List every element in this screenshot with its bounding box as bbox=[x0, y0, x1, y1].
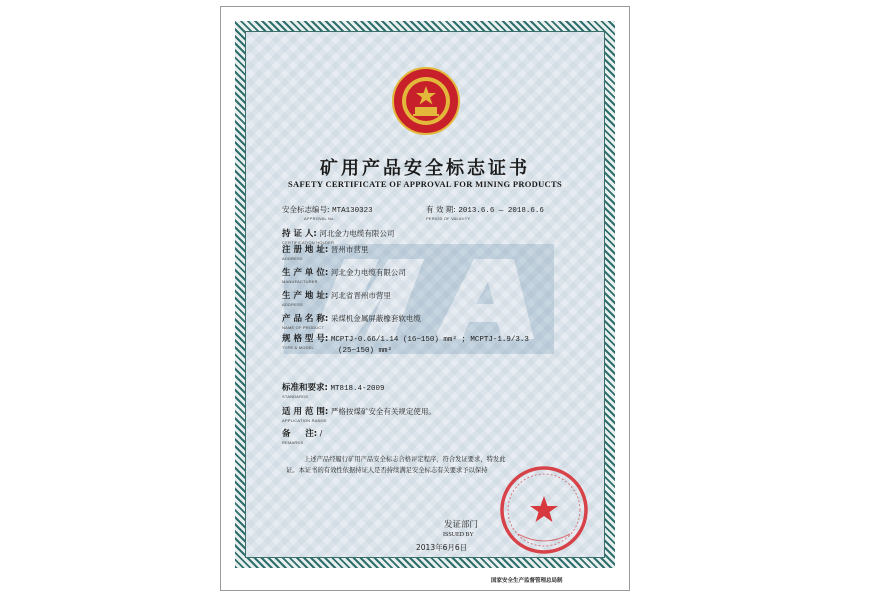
field-label-en: APPLICATION RANGE bbox=[282, 418, 327, 423]
field-label: 标准和要求: bbox=[282, 383, 328, 393]
approval-number-value: MTA130323 bbox=[332, 207, 373, 215]
field-value: 河北省晋州市营里 bbox=[330, 291, 391, 300]
field-value: 晋州市营里 bbox=[330, 245, 369, 254]
certificate-title: 矿用产品安全标志证书 bbox=[320, 158, 530, 179]
issue-date: 2013年6月6日 bbox=[416, 543, 468, 552]
field-label: 生 产 地 址: bbox=[282, 291, 329, 301]
field-label-en: ADDRESS bbox=[282, 256, 303, 261]
field-row-application-range bbox=[282, 408, 436, 417]
field-row-type-model bbox=[282, 335, 529, 345]
approval-number-row bbox=[282, 206, 373, 216]
approval-number-label-en: APPROVAL No. bbox=[304, 216, 335, 221]
field-label-en: NAME OF PRODUCT bbox=[282, 325, 325, 330]
certification-statement-line-1: 上述产品经履行矿用产品安全标志合格评定程序，符合发证要求，特发此 bbox=[304, 456, 506, 463]
issuer-label-en: ISSUED BY bbox=[443, 532, 474, 538]
field-label: 产 品 名 称: bbox=[282, 314, 329, 324]
field-label: 生 产 单 位: bbox=[282, 268, 329, 278]
field-label: 适 用 范 围: bbox=[282, 407, 329, 417]
national-emblem-icon bbox=[391, 66, 461, 136]
field-label: 规 格 型 号: bbox=[282, 334, 329, 344]
field-label: 备 注: bbox=[282, 429, 318, 439]
field-label-en: TYPE & MODEL bbox=[282, 345, 314, 350]
validity-value: 2013.6.6 — 2018.6.6 bbox=[458, 207, 544, 215]
approval-number-label: 安全标志编号: bbox=[282, 205, 330, 214]
field-label-en: STANDARDS bbox=[282, 394, 309, 399]
field-value: MCPTJ-0.66/1.14 (16~150) mm² ; MCPTJ-1.9/3.3 bbox=[330, 336, 529, 344]
field-value-continued: (25~150) mm² bbox=[338, 347, 393, 355]
field-label-en: MANUFACTURER bbox=[282, 279, 318, 284]
field-row-standards bbox=[282, 384, 384, 394]
certificate-sheet bbox=[220, 6, 630, 591]
field-value: 河北金力电缆有限公司 bbox=[330, 268, 406, 277]
field-row-remarks bbox=[282, 430, 322, 439]
field-label-en: CERTIFICATION HOLDER bbox=[282, 240, 335, 245]
field-label-en: ADDRESS bbox=[282, 302, 303, 307]
validity-label-en: PERIOD OF VALIDITY bbox=[426, 216, 471, 221]
validity-row bbox=[426, 206, 544, 216]
field-label: 注 册 地 址: bbox=[282, 245, 329, 255]
certificate-body bbox=[245, 31, 605, 558]
field-value: / bbox=[319, 429, 323, 438]
field-label-en: REMARKS bbox=[282, 440, 304, 445]
field-row-holder bbox=[282, 230, 394, 239]
field-value: MT818.4-2009 bbox=[330, 385, 385, 393]
official-seal-icon bbox=[498, 464, 590, 556]
issuer-label: 发证部门 bbox=[444, 520, 479, 530]
footer-issuer: 国家安全生产监督管理总局制 bbox=[491, 578, 563, 584]
field-value: 严格按煤矿安全有关规定使用。 bbox=[330, 407, 436, 416]
field-label: 持 证 人: bbox=[282, 229, 317, 239]
certificate-title-en: SAFETY CERTIFICATE OF APPROVAL FOR MINING PRODUCTS bbox=[288, 179, 562, 189]
field-row-production-address bbox=[282, 292, 391, 301]
certification-statement-line-2: 证。本证书的有效性依据持证人是否持续满足安全标志有关要求予以保持 bbox=[286, 467, 488, 474]
guilloche-border bbox=[235, 21, 615, 568]
validity-label: 有 效 期: bbox=[426, 205, 456, 214]
field-row-manufacturer bbox=[282, 269, 406, 278]
field-value: 采煤机金属屏蔽橡套软电缆 bbox=[330, 314, 421, 323]
field-value: 河北金力电缆有限公司 bbox=[319, 229, 395, 238]
field-row-product-name bbox=[282, 315, 421, 324]
field-row-address bbox=[282, 246, 368, 255]
